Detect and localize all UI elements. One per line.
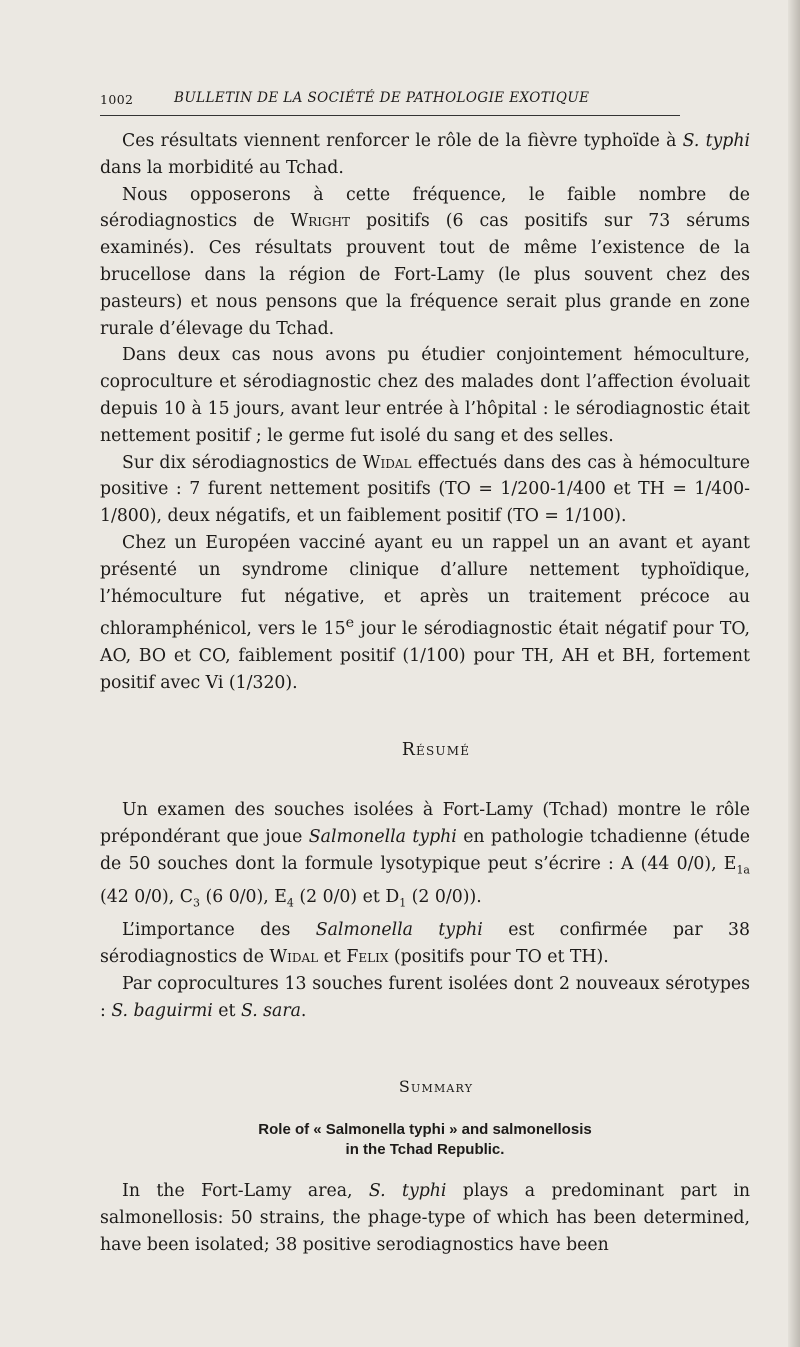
journal-title: BULLETIN DE LA SOCIÉTÉ DE PATHOLOGIE EXOTIQUE	[174, 90, 590, 106]
resume-paragraph-2: L’importance des Salmonella typhi est confirmée par 38 sérodiagnostics de Widal et Felix (positifs pour TO et TH).	[100, 920, 750, 968]
resume-heading: Résumé	[401, 739, 471, 760]
page-edge-shadow	[788, 0, 800, 1347]
paragraph-two-cases: Dans deux cas nous avons pu étudier conjointement hémoculture, coproculture et sérodiagnostic chez des malades dont l’affection évoluait depuis 10 à 15 jours, avant leur entrée à l’hôpital : le sérodiagnostic était nettement positif ; le germe fut isolé du sang et des selles.	[100, 345, 750, 446]
paragraph-typhoid: Ces résultats viennent renforcer le rôle de la fièvre typhoïde à S. typhi dans la morbidité au Tchad.	[100, 131, 751, 178]
resume-paragraph-1: Un examen des souches isolées à Fort-Lamy (Tchad) montre le rôle prépondérant que joue Salmonella typhi en pathologie tchadienne (étude de 50 souches dont la formule lysotypique peut s’écrire : A (44 0/0), $E_{1a}$ (42 0/0), $C_3$ (6 0/0), $E_4$ (2 0/0) et $D_1$ (2 0/0)).	[100, 800, 751, 910]
summary-paragraph-1: In the Fort-Lamy area, S. typhi plays a predominant part in salmonellosis: 50 strains, the phage-type of which has been determined, have been isolated; 38 positive serodiagnostics have been	[100, 1181, 750, 1255]
summary-heading: Summary	[398, 1076, 474, 1096]
resume-paragraph-3: Par coprocultures 13 souches furent isolées dont 2 nouveaux sérotypes : S. baguirmi et S. sara.	[100, 973, 750, 1021]
paragraph-widal: Sur dix sérodiagnostics de Widal effectués dans des cas à hémoculture positive : 7 furent nettement positifs (TO = 1/200-1/400 et TH = 1/400-1/800), deux négatifs, et un faiblement positif (TO = 1/100).	[100, 452, 750, 527]
paragraph-european: Chez un Européen vacciné ayant eu un rappel un an avant et ayant présenté un syndrome clinique d’allure nettement typhoïdique, l’hémoculture fut négative, et après un traitement précoce au chloramphénicol, vers le 15e jour le sérodiagnostic était négatif pour TO, AO, BO et CO, faiblement positif (1/100) pour TH, AH et BH, fortement positif avec Vi (1/320).	[100, 532, 750, 693]
header-rule	[100, 115, 680, 116]
summary-subtitle: Role of « Salmonella typhi » and salmonellosis in the Tchad Republic.	[258, 1121, 592, 1159]
page-number: 1002	[100, 92, 134, 107]
article-body	[100, 128, 750, 1259]
paragraph-brucellosis: Nous opposerons à cette fréquence, le faible nombre de sérodiagnostics de Wright positifs (6 cas positifs sur 73 sérums examinés). Ces résultats prouvent tout de même l’existence de la brucellose dans la région de Fort-Lamy (le plus souvent chez des pasteurs) et nous pensons que la fréquence serait plus grande en zone rurale d’élevage du Tchad.	[100, 184, 750, 339]
running-header	[100, 90, 680, 112]
